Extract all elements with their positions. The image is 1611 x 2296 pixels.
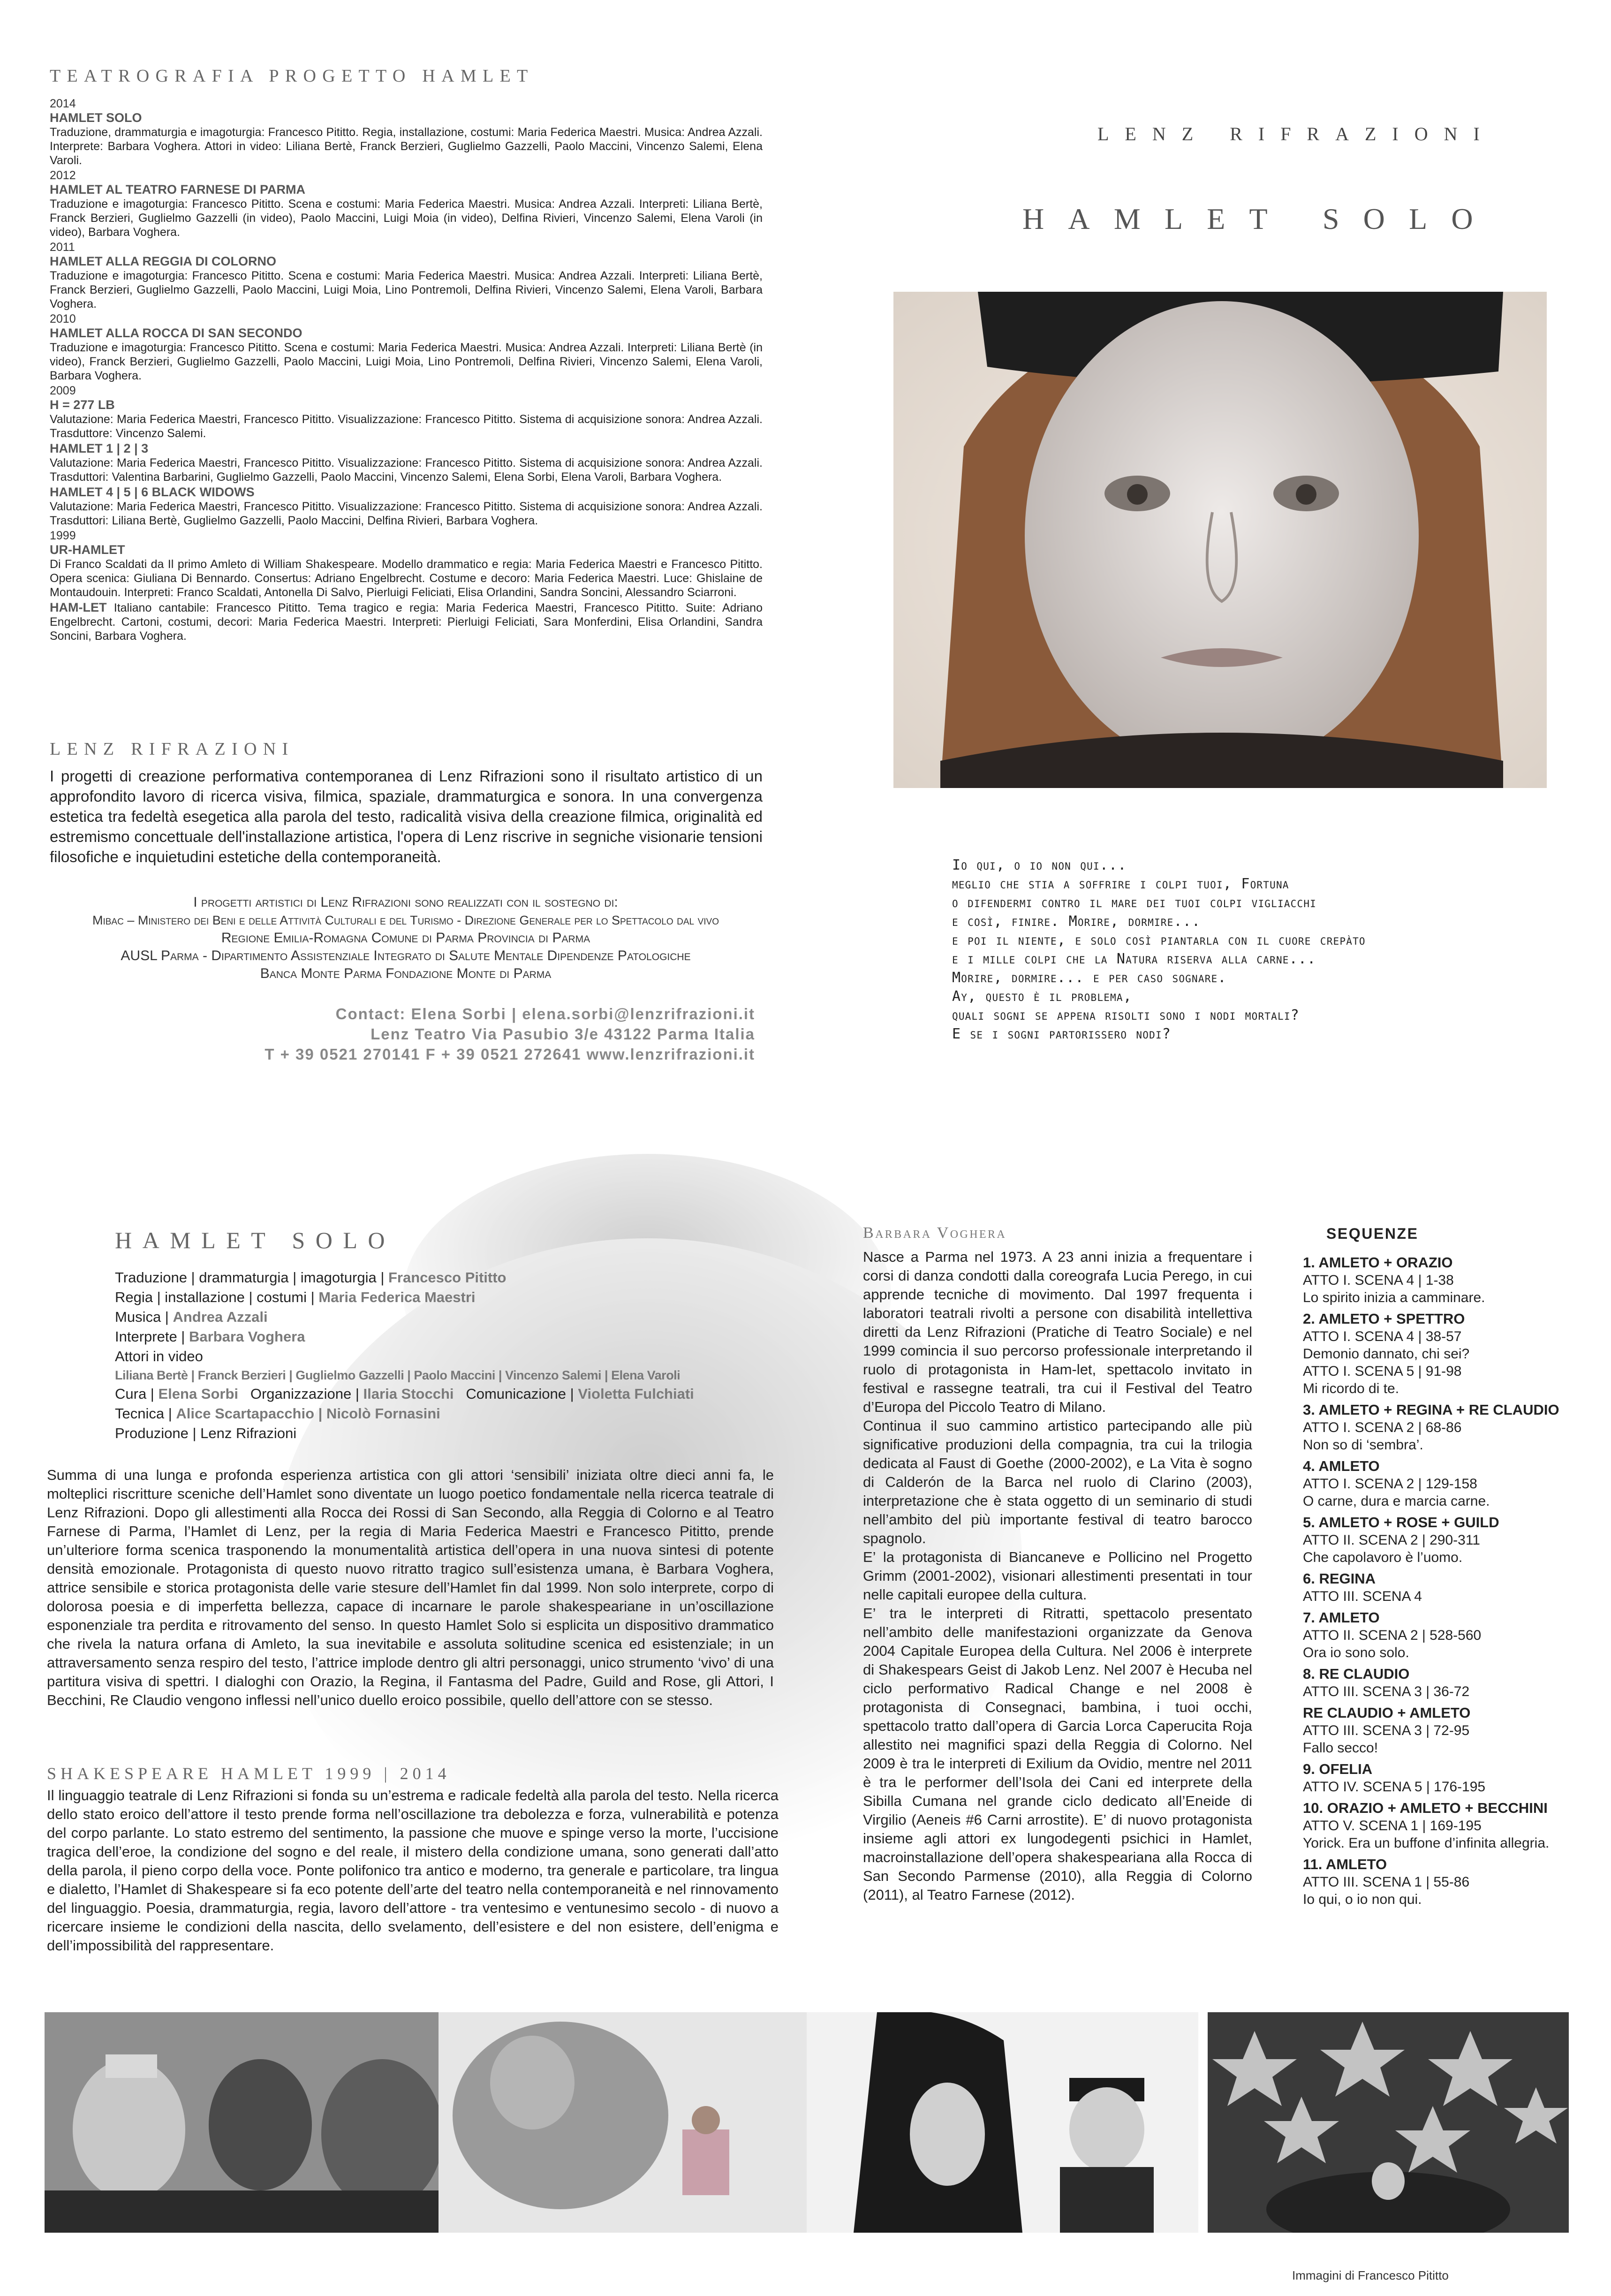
sequenza-item — [1303, 1254, 1594, 1306]
strip-photo-2 — [439, 2012, 807, 2233]
sequenza-line: ATTO III. SCENA 1 | 55-86 — [1303, 1874, 1470, 1890]
sequenza-item — [1303, 1799, 1594, 1852]
shakespeare-heading: SHAKESPEARE HAMLET 1999 | 2014 — [47, 1764, 451, 1783]
credit-label: Interprete | — [115, 1328, 189, 1345]
contact-block — [47, 1004, 755, 1064]
credit-value: Andrea Azzali — [173, 1309, 268, 1325]
sequenza-line: Demonio dannato, chi sei? — [1303, 1346, 1470, 1362]
credits-heading: HAMLET SOLO — [115, 1227, 395, 1253]
entry-title: H = 277 LB — [50, 398, 115, 412]
entry-year: 2011 — [50, 241, 75, 254]
lenz-heading: LENZ RIFRAZIONI — [50, 739, 295, 759]
quote-line: Morire, dormire... e per caso sognare. — [952, 970, 1227, 986]
sequenza-title: 3. AMLETO + REGINA + RE CLAUDIO — [1303, 1402, 1559, 1418]
credit-tecnica: Tecnica | Alice Scartapacchio | Nicolò Fornasini — [115, 1405, 440, 1422]
entry-year: 2009 — [50, 384, 76, 397]
quote-line: o difendermi contro il mare dei tuoi colpi vigliacchi — [952, 894, 1317, 911]
quote-line: e i mille colpi che la Natura riserva alla carne... — [952, 951, 1316, 967]
teatrografia-entry — [50, 168, 763, 239]
sequenza-line: ATTO III. SCENA 3 | 72-95 — [1303, 1723, 1470, 1738]
entry-title: HAMLET ALLA REGGIA DI COLORNO — [50, 254, 276, 268]
barbara-section — [863, 1224, 1252, 1904]
teatrografia-entry — [50, 529, 763, 599]
credit-line — [115, 1268, 771, 1288]
barbara-paragraph: E’ tra le interpreti di Ritratti, spettacolo presentato nell’ambito delle manifestazioni organizzate da Genova 2004 Capitale Europea della Cultura. Nel 2006 è interprete di Shakespears Geist di Jakob Lenz. Nel 2007 è Hecuba nel ciclo performativo Radical Change e nel 2008 è protagonista di Consegnaci, bambina, i tuoi occhi, spettacolo tratto dall’opera di Garcia Lorca Caperucita Roja allestito nei magnifici spazi della Reggia di Colorno. Nel 2009 è tra le interpreti di Exilium da Ovidio, mentre nel 2011 è tra le performer dell’Isola dei Cani ed interprete della Sibilla Cumana nel grande ciclo dedicato all’Eneide di Virgilio (Aeneis #6 Carni arrostite). E’ di nuovo protagonista insieme agli attori ex lungodegenti psichici in Hamlet, macroinstallazione dell’opera shakespeariana alla Rocca di San Secondo Parmense (2010), alla Reggia di Colorno (2011), al Teatro Farnese (2012). — [863, 1605, 1252, 1903]
sequenza-line: Ora io sono solo. — [1303, 1645, 1409, 1660]
entry-text: Traduzione e imagoturgia: Francesco Pititto. Scena e costumi: Maria Federica Maestri. Musica: Andrea Azzali. Interpreti: Liliana Bertè, Franck Berzieri, Guglielmo Gazzelli, Paolo Maccini, Luigi Moia, Lino Pontremoli, Delfina Rivieri, Vincenzo Salemi, Elena Varoli, Barbara Voghera. — [50, 269, 763, 311]
sequenze-section — [1303, 1225, 1594, 1911]
sostegno-line: Regione Emilia-Romagna Comune di Parma Provincia di Parma — [221, 930, 590, 946]
strip-photo-3 — [807, 2012, 1198, 2233]
teatrografia-list — [50, 97, 763, 599]
entry-title: UR-HAMLET — [50, 543, 125, 557]
sequenza-line: ATTO I. SCENA 2 | 129-158 — [1303, 1476, 1477, 1492]
company-name: LENZ RIFRAZIONI — [1097, 123, 1496, 144]
sequenza-line: Mi ricordo di te. — [1303, 1381, 1399, 1396]
quote-line: Io qui, o io non qui... — [952, 857, 1127, 873]
sequenza-line: Io qui, o io non qui. — [1303, 1892, 1422, 1907]
sequenza-line: ATTO II. SCENA 2 | 290-311 — [1303, 1532, 1480, 1548]
quote-line: e poi il niente, e solo così piantarla con il cuore crepàto — [952, 932, 1366, 948]
teatrografia-entry-hamlet — [50, 600, 763, 643]
credits-section — [115, 1227, 771, 1443]
sequenza-title: 8. RE CLAUDIO — [1303, 1666, 1410, 1682]
show-title: HAMLET SOLO — [1022, 202, 1497, 235]
entry-year: 1999 — [50, 529, 76, 542]
lenz-section — [50, 739, 763, 867]
teatrografia-entry — [50, 441, 763, 484]
sequenza-line: ATTO I. SCENA 4 | 1-38 — [1303, 1273, 1454, 1288]
entry-text: Valutazione: Maria Federica Maestri, Francesco Pititto. Visualizzazione: Francesco Pititto. Sistema di acquisizione sonora: Andrea Azzali. Trasduttori: Valentina Barbarini, Guglielmo Gazzelli, Paolo Maccini, Vincenzo Salemi, Elena Sorbi, Elena Varoli, Barbara Voghera. — [50, 456, 763, 484]
credit-line — [115, 1307, 771, 1327]
entry-text: Valutazione: Maria Federica Maestri, Francesco Pititto. Visualizzazione: Francesco Pititto. Sistema di acquisizione sonora: Andrea Azzali. Trasduttori: Liliana Bertè, Guglielmo Gazzelli, Paolo Maccini, Delfina Rivieri, Barbara Voghera. — [50, 500, 763, 527]
sequenza-line: Lo spirito inizia a camminare. — [1303, 1290, 1485, 1305]
sequenza-item — [1303, 1704, 1594, 1757]
barbara-heading: Barbara Voghera — [863, 1224, 1007, 1242]
entry-year: 2010 — [50, 312, 76, 326]
credit-line — [115, 1347, 771, 1366]
entry-text: Di Franco Scaldati da Il primo Amleto di William Shakespeare. Modello drammatico e regia: Maria Federica Maestri e Francesco Pititto. Opera scenica: Giuliana Di Bennardo. Consertus: Adriano Engelbrecht. Costume e decoro: Maria Federica Maestri. Luce: Ghislaine de Montaudouin. Interpreti: Franco Scaldati, Antonella Di Salvo, Pierluigi Feliciati, Elisa Orlandini, Sandra Soncini, Alessandro Sciarroni. — [50, 558, 763, 599]
entry-title: HAMLET 4 | 5 | 6 BLACK WIDOWS — [50, 485, 255, 499]
credit-line — [115, 1327, 771, 1347]
sequenza-item — [1303, 1570, 1594, 1605]
credit-staff: Cura | Elena Sorbi Organizzazione | Ilaria Stocchi Comunicazione | Violetta Fulchiati — [115, 1386, 694, 1402]
shakespeare-section — [47, 1764, 779, 1955]
sequenza-title: 6. REGINA — [1303, 1570, 1376, 1587]
credit-value: Barbara Voghera — [189, 1328, 305, 1345]
portrait-photo — [893, 292, 1547, 788]
sequenza-line: ATTO I. SCENA 4 | 38-57 — [1303, 1329, 1462, 1344]
credit-label: Attori in video — [115, 1348, 203, 1364]
sostegno-line: I progetti artistici di Lenz Rifrazioni sono realizzati con il sostegno di: — [193, 894, 618, 910]
entry-title: HAMLET SOLO — [50, 111, 142, 125]
sequenza-title: 1. AMLETO + ORAZIO — [1303, 1254, 1453, 1271]
credit-produzione: Produzione | Lenz Rifrazioni — [115, 1425, 297, 1441]
contact-line: Contact: Elena Sorbi | elena.sorbi@lenzrifrazioni.it — [335, 1005, 755, 1023]
sequenza-line: ATTO II. SCENA 2 | 528-560 — [1303, 1628, 1482, 1643]
sequenza-item — [1303, 1310, 1594, 1397]
sequenza-line: ATTO III. SCENA 4 — [1303, 1589, 1422, 1604]
quote-line: quali sogni se appena risolti sono i nodi mortali? — [952, 1007, 1300, 1023]
quote-line: E se i sogni partorissero nodi? — [952, 1026, 1172, 1042]
credit-value: Maria Federica Maestri — [318, 1289, 476, 1305]
barbara-paragraph: E’ la protagonista di Biancaneve e Pollicino nel Progetto Grimm (2001-2002), visionari allestimenti presentati in tour nelle capitali europee della cultura. — [863, 1549, 1252, 1603]
sequenza-item — [1303, 1856, 1594, 1908]
entry-title: HAM-LET — [50, 600, 107, 614]
teatrografia-entry — [50, 97, 763, 167]
teatrografia-entry — [50, 485, 763, 528]
sequenza-line: ATTO IV. SCENA 5 | 176-195 — [1303, 1779, 1486, 1795]
sequenza-item — [1303, 1665, 1594, 1700]
sequenze-heading: SEQUENZE — [1326, 1225, 1419, 1242]
sequenza-title: 7. AMLETO — [1303, 1609, 1380, 1626]
sequenza-line: Che capolavoro è l’uomo. — [1303, 1550, 1463, 1565]
sequenza-title: 2. AMLETO + SPETTRO — [1303, 1311, 1465, 1327]
credit-label: Musica | — [115, 1309, 173, 1325]
contact-line: T + 39 0521 270141 F + 39 0521 272641 www.lenzrifrazioni.it — [265, 1046, 755, 1063]
sostegno-line: AUSL Parma - Dipartimento Assistenziale Integrato di Salute Mentale Dipendenze Patologiche — [121, 948, 691, 963]
sostegno-line: Banca Monte Parma Fondazione Monte di Parma — [260, 966, 552, 981]
sequenza-line: O carne, dura e marcia carne. — [1303, 1493, 1490, 1509]
teatrografia-entry — [50, 240, 763, 311]
credit-video-actors: Liliana Bertè | Franck Berzieri | Guglielmo Gazzelli | Paolo Maccini | Vincenzo Salemi | Elena Varoli — [115, 1368, 681, 1382]
sequenza-item — [1303, 1401, 1594, 1454]
lenz-text: I progetti di creazione performativa contemporanea di Lenz Rifrazioni sono il risultato artistico di un approfondito lavoro di ricerca visiva, filmica, spaziale, drammaturgica e sonora. In una convergenza estetica tra fedeltà esegetica alla parola del testo, radicalità visiva della creazione filmica, originalità ed estremismo concettuale dell'installazione artistica, l'opera di Lenz riscrive in segniche visionarie tensioni filosofiche e inquietudini estetiche della contemporaneità. — [50, 767, 763, 865]
quote-line: meglio che stia a soffrire i colpi tuoi, Fortuna — [952, 876, 1289, 892]
summa-text: Summa di una lunga e profonda esperienza artistica con gli attori ‘sensibili’ iniziata oltre dieci anni fa, le molteplici riscritture sceniche dell’Hamlet sono diventate un luogo poetico fondamentale nella ricerca teatrale di Lenz Rifrazioni. Dopo gli allestimenti alla Rocca dei Rossi di San Secondo, alla Reggia di Colorno e al Teatro Farnese di Parma, l’Hamlet di Lenz, per la regia di Maria Federica Maestri e Francesco Pititto, prende un’ulteriore forma scenica trasponendo la monumentalità artistica dell’opera in una nuova sintesi di potente densità emozionale. Protagonista di questo nuovo ritratto tragico sull’esistenza umana, è Barbara Voghera, attrice sensibile e storica protagonista delle varie stesure dell’Hamlet fin dal 1999. Non solo interprete, corpo di dolorosa poesia e di imperfetta bellezza, capace di incarnare le parole shakespeariane in un’oscillazione esponenziale tra perdita e ritrovamento del senso. In questo Hamlet Solo si esplicita un dispositivo drammatico che rivela la natura orfana di Amleto, la sua inevitabile e assoluta solitudine scenica ed esistenziale; in un attraversamento senza respiro del testo, l’attrice implode dentro gli altri personaggi, unico strumento ‘vivo’ di una partitura visiva di spettri. I dialoghi con Orazio, la Regina, il Fantasma del Padre, Guild and Rose, gli Attori, I Becchini, Re Claudio vengono inflessi nell’unico duello eroico possibile, quello dell’attore con se stesso. — [47, 1467, 774, 1708]
sequenza-line: ATTO III. SCENA 3 | 36-72 — [1303, 1684, 1470, 1699]
sequenza-title: 11. AMLETO — [1303, 1856, 1387, 1872]
entry-year: 2014 — [50, 97, 76, 110]
quote-line: e così, finire. Morire, dormire... — [952, 913, 1201, 930]
teatrografia-entry — [50, 384, 763, 440]
photo-credit: Immagini di Francesco Pititto — [1292, 2268, 1449, 2282]
sequenza-line: Yorick. Era un buffone d’infinita allegria. — [1303, 1835, 1550, 1851]
entry-year: 2012 — [50, 169, 76, 182]
entry-title: HAMLET AL TEATRO FARNESE DI PARMA — [50, 182, 305, 197]
teatrografia-heading: TEATROGRAFIA PROGETTO HAMLET — [50, 66, 534, 86]
teatrografia-entry — [50, 312, 763, 383]
sequenza-title: 9. OFELIA — [1303, 1761, 1373, 1777]
sequenza-item — [1303, 1760, 1594, 1796]
sequenze-list — [1303, 1254, 1594, 1908]
barbara-paragraph: Nasce a Parma nel 1973. A 23 anni inizia a frequentare i corsi di danza condotti dalla coreografa Lucia Perego, in cui apprende tecniche di movimento. Dal 1997 frequenta i laboratori teatrali rivolti a persone con disabilità intellettiva diretti da Lenz Rifrazioni (Pratiche di Teatro Sociale) e nel 1999 comincia il suo percorso professionale interpretando il ruolo di protagonista in Ham-let, spettacolo invitato in festival e rassegne teatrali, tra cui il Festival del Teatro d’Europa del Piccolo Teatro di Milano. — [863, 1249, 1252, 1415]
strip-photo-4 — [1208, 2012, 1569, 2233]
sequenza-item — [1303, 1609, 1594, 1661]
sequenza-line: Non so di ‘sembra’. — [1303, 1437, 1423, 1453]
contact-line: Lenz Teatro Via Pasubio 3/e 43122 Parma Italia — [371, 1025, 755, 1043]
barbara-paragraph: Continua il suo cammino artistico partecipando alle più significative produzioni della compagnia, tra cui la trilogia dedicata al Faust di Goethe (2000-2002), e La Vita è sogno di Calderón de la Barca nel ruolo di Clarino (2003), interpretazione che è stata oggetto di un seminario di studi nell’ambito del più importante festival di teatro barocco spagnolo. — [863, 1417, 1252, 1546]
entry-title: HAMLET 1 | 2 | 3 — [50, 441, 149, 455]
entry-text: Traduzione, drammaturgia e imagoturgia: Francesco Pititto. Regia, installazione, costumi: Maria Federica Maestri. Musica: Andrea Azzali. Interprete: Barbara Voghera. Attori in video: Liliana Bertè, Franck Berzieri, Guglielmo Gazzelli, Paolo Maccini, Vincenzo Salemi, Elena Varoli. — [50, 126, 763, 167]
hamlet-quote — [952, 856, 1562, 1044]
sequenza-title: RE CLAUDIO + AMLETO — [1303, 1705, 1471, 1721]
sequenza-line: Fallo secco! — [1303, 1740, 1378, 1756]
credit-lines — [115, 1268, 771, 1366]
entry-text: Italiano cantabile: Francesco Pititto. Tema tragico e regia: Maria Federica Maestri, Francesco Pititto. Suite: Adriano Engelbrecht. Cartoni, costumi, decori: Maria Federica Maestri. Interpreti: Pierluigi Feliciati, Sara Monferdini, Elisa Orlandini, Sandra Soncini, Barbara Voghera. — [50, 601, 763, 643]
sostegno-line: Mibac – Ministero dei Beni e delle Attività Culturali e del Turismo - Direzione Generale per lo Spettacolo dal vivo — [92, 913, 719, 927]
sequenza-line: ATTO I. SCENA 5 | 91-98 — [1303, 1364, 1462, 1379]
sequenza-item — [1303, 1514, 1594, 1566]
shakespeare-text: Il linguaggio teatrale di Lenz Rifrazioni si fonda su un’estrema e radicale fedeltà alla parola del testo. Nella ricerca dello stato eroico dell’attore il testo prende forma nell’oscillazione tra debolezza e forza, vulnerabilità e potenza del corpo parlante. Lo stato estremo del sentimento, la passione che muove e spinge verso la morte, l’uccisione tragica dell’eroe, la condizione del sogno e del reale, il mistero della condizione umana, sono generati dall’atto della parola, il pieno corpo della voce. Ponte polifonico tra antico e moderno, tra generale e particolare, tra lingua e dialetto, l’Hamlet di Shakespeare si fa eco potente dell’arte del teatro nella contemporaneità e nel rinnovamento del linguaggio. Poesia, drammaturgia, regia, lavoro dell’attore - tra ventesimo e ventunesimo secolo - di nuovo a ricercare insieme le condizioni della nascita, dello svelamento, dell’esistere e del non esistere, dell’enigma e dell’impossibilità del rappresentare. — [47, 1787, 779, 1954]
sequenza-line: ATTO I. SCENA 2 | 68-86 — [1303, 1420, 1462, 1435]
barbara-paragraphs — [863, 1248, 1252, 1904]
sequenza-line: ATTO V. SCENA 1 | 169-195 — [1303, 1818, 1482, 1834]
credit-label: Traduzione | drammaturgia | imagoturgia | — [115, 1269, 388, 1286]
sequenza-title: 10. ORAZIO + AMLETO + BECCHINI — [1303, 1800, 1548, 1816]
sequenza-title: 4. AMLETO — [1303, 1458, 1380, 1474]
teatrografia-section — [50, 66, 763, 643]
credit-label: Regia | installazione | costumi | — [115, 1289, 319, 1305]
sequenza-title: 5. AMLETO + ROSE + GUILD — [1303, 1514, 1499, 1531]
entry-text: Traduzione e imagoturgia: Francesco Pititto. Scena e costumi: Maria Federica Maestri. Musica: Andrea Azzali. Interpreti: Liliana Bertè (in video), Franck Berzieri, Guglielmo Gazzelli, Paolo Maccini, Luigi Moia, Lino Pontremoli, Delfina Rivieri, Vincenzo Salemi, Elena Varoli, Barbara Voghera. — [50, 341, 763, 382]
strip-photo-1 — [45, 2012, 439, 2233]
sostegno-block — [47, 894, 764, 983]
credit-line — [115, 1288, 771, 1307]
quote-line: Ay, questo è il problema, — [952, 988, 1133, 1005]
credit-value: Francesco Pititto — [388, 1269, 507, 1286]
entry-text: Traduzione e imagoturgia: Francesco Pititto. Scena e costumi: Maria Federica Maestri. Musica: Andrea Azzali. Interpreti: Liliana Bertè, Franck Berzieri, Guglielmo Gazzelli (in video), Paolo Maccini, Luigi Moia (in video), Delfina Rivieri, Vincenzo Salemi, Elena Varoli (in video), Barbara Voghera. — [50, 197, 763, 239]
entry-title: HAMLET ALLA ROCCA DI SAN SECONDO — [50, 326, 303, 340]
sequenza-item — [1303, 1457, 1594, 1510]
entry-text: Valutazione: Maria Federica Maestri, Francesco Pititto. Visualizzazione: Francesco Pititto. Sistema di acquisizione sonora: Andrea Azzali. Trasduttore: Vincenzo Salemi. — [50, 413, 763, 440]
